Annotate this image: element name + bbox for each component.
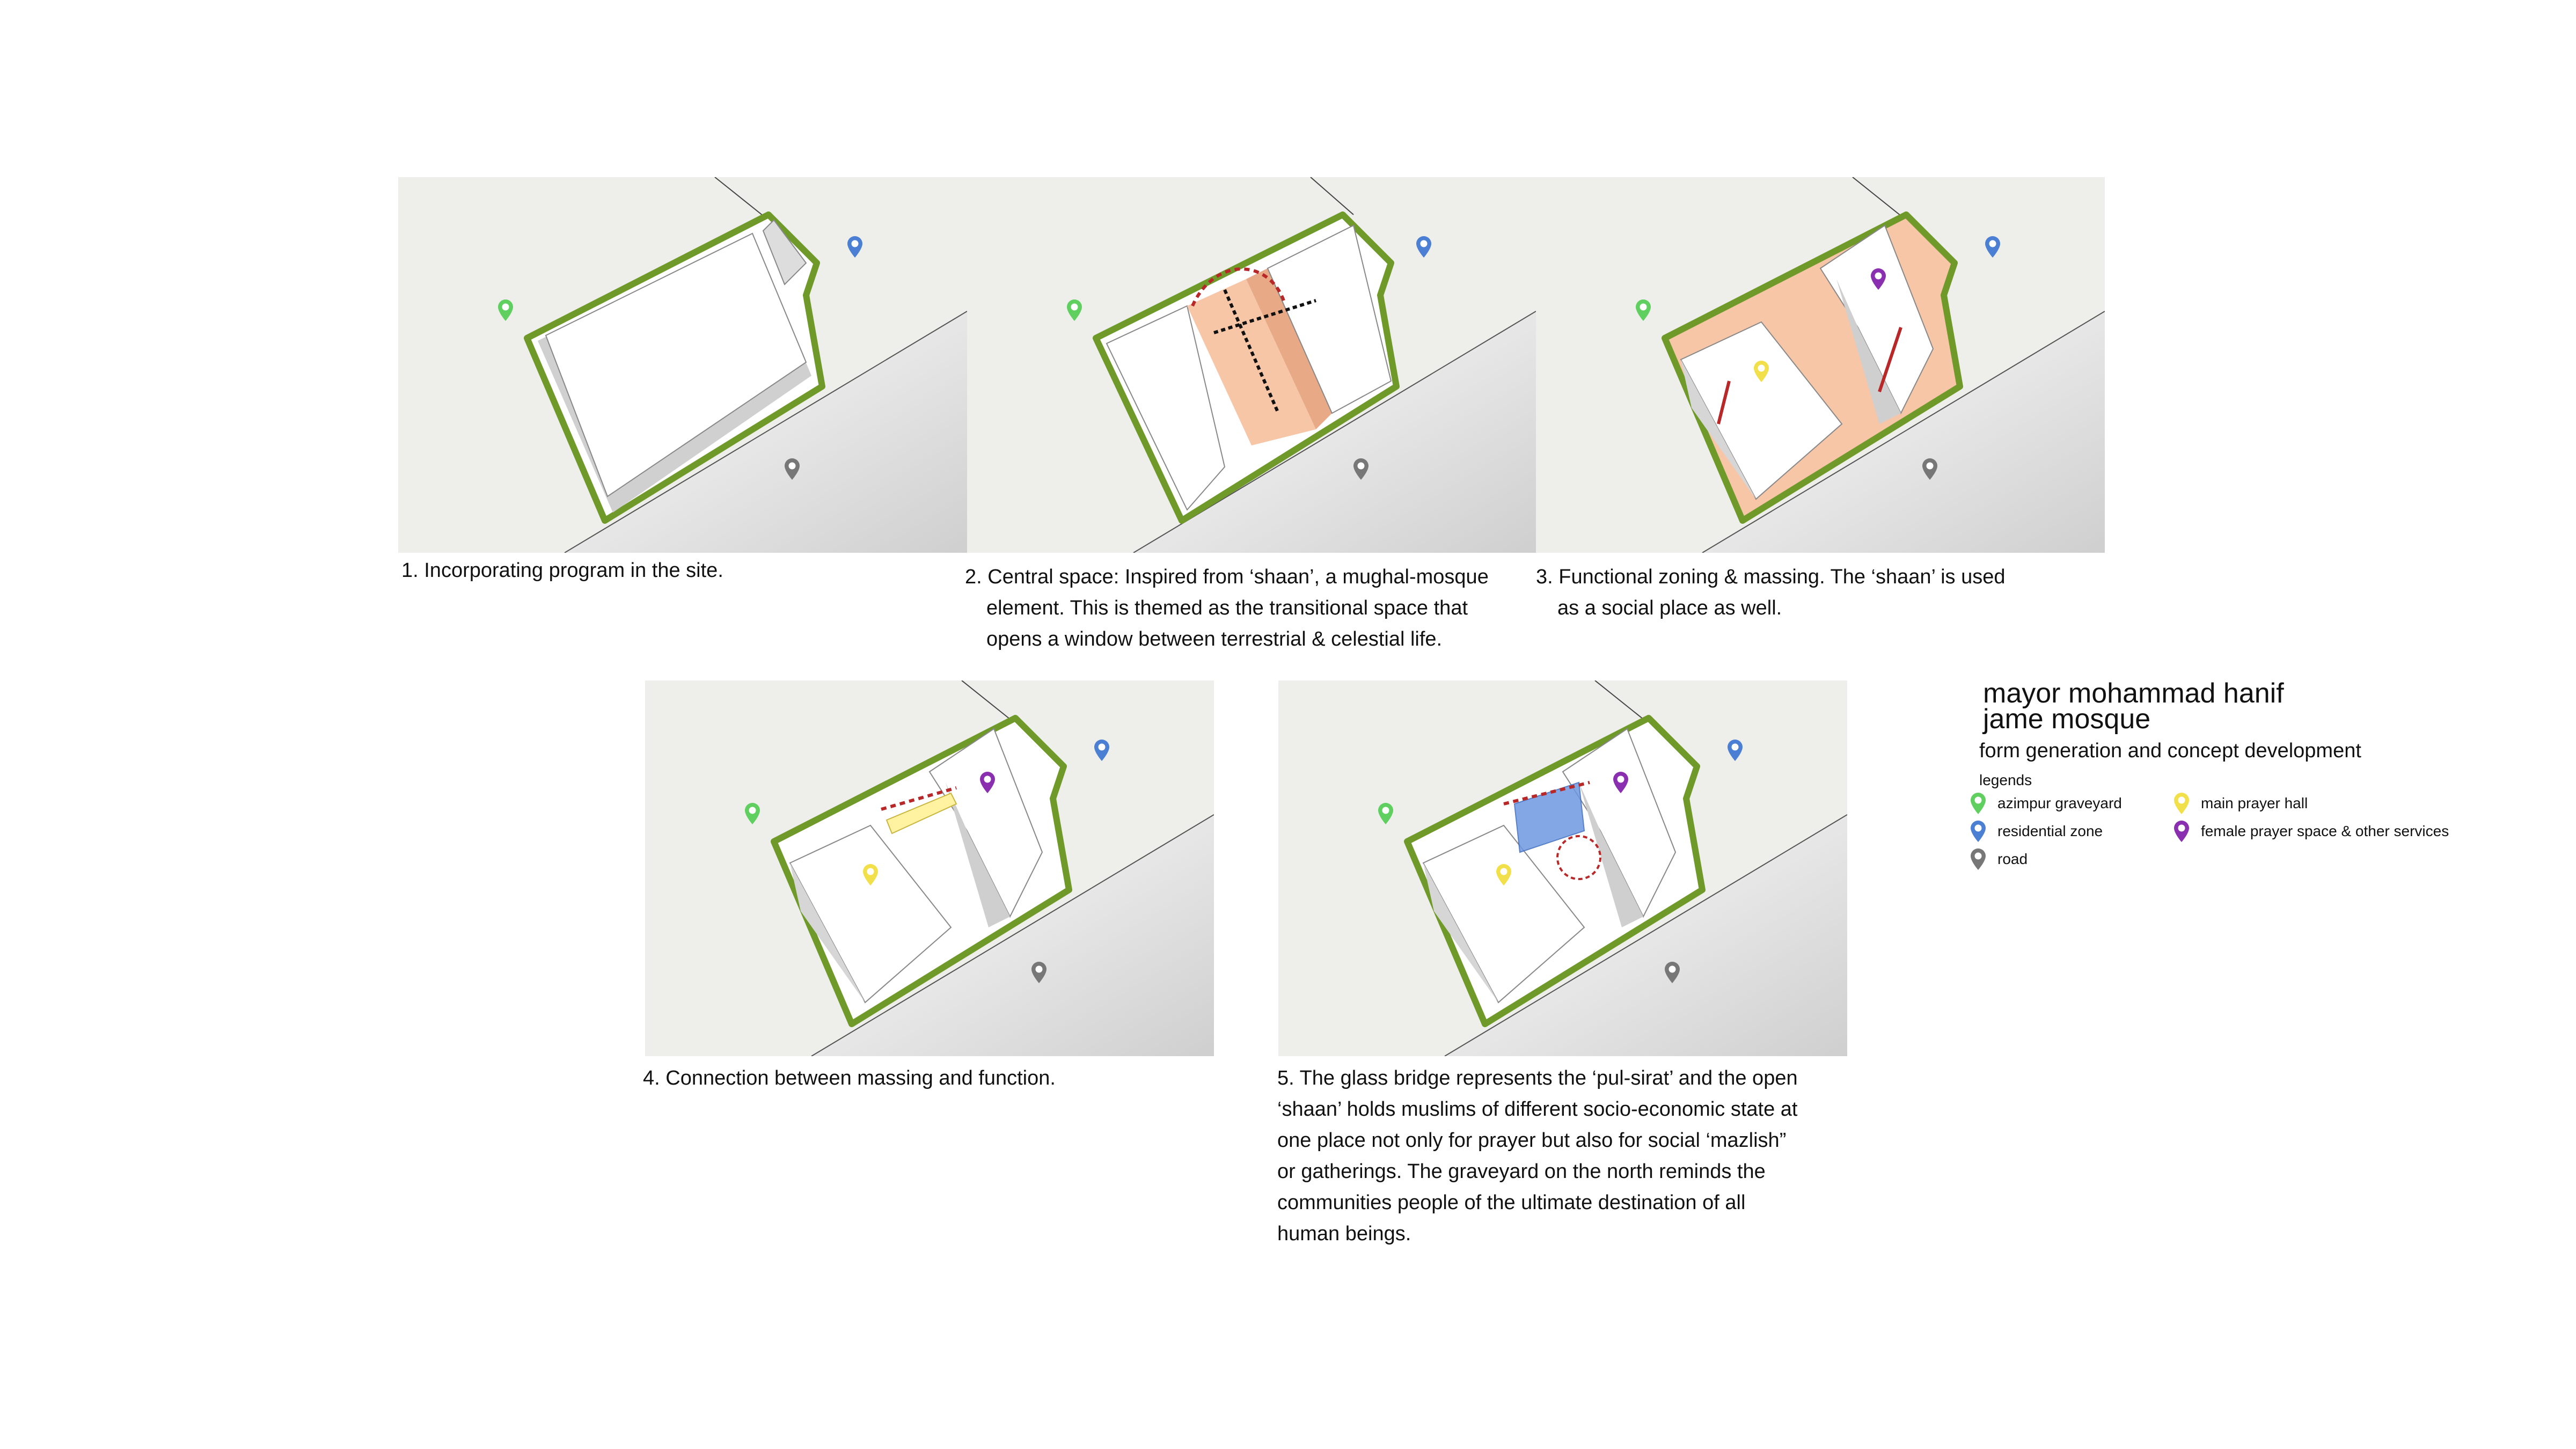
caption-line: element. This is themed as the transitional space that [986,597,1468,619]
caption-line: opens a window between terrestrial & celestial life. [986,628,1443,650]
map-pin-icon [1869,267,1888,291]
legend-item [2172,792,2308,815]
legend-label: azimpur graveyard [1997,795,2122,811]
map-pin-icon [1752,360,1771,383]
legend-heading: legends [1979,772,2032,788]
map-pin-icon [861,863,880,887]
page-title [1983,678,2284,735]
map-pin-icon [1663,961,1682,984]
map-pin-icon [845,235,865,259]
panel-2-caption [965,561,1489,655]
caption-line: 4. Connection between massing and function. [643,1067,1056,1089]
map-pin-icon [1968,847,1988,871]
map-pin-icon [978,771,997,794]
diagram-panel-1 [398,177,967,553]
map-pin-icon [1351,457,1371,481]
legend-item [1968,847,2028,871]
caption-line: 5. The glass bridge represents the ‘pul-sirat’ and the open [1277,1067,1798,1089]
legend-label: road [1997,851,2028,867]
diagram-panel-2 [967,177,1536,553]
legend-label: main prayer hall [2201,795,2308,811]
caption-line: 1. Incorporating program in the site. [401,559,723,582]
map-pin-icon [1494,863,1513,887]
panel-5-caption [1277,1063,1798,1249]
caption-line: ‘shaan’ holds muslims of different socio-economic state at [1277,1098,1798,1121]
map-pin-icon [1376,802,1395,825]
map-pin-icon [1065,298,1084,322]
legend-item [1968,792,2122,815]
title-line-2: jame mosque [1983,704,2151,735]
map-pin-icon [1029,961,1049,984]
caption-line: as a social place as well. [1557,597,1782,619]
panel-1-caption [401,555,723,586]
caption-line: one place not only for prayer but also for social ‘mazlish” [1277,1129,1787,1152]
map-pin-icon [1968,819,1988,843]
map-pin-icon [2172,819,2191,843]
caption-line: 2. Central space: Inspired from ‘shaan’, a mughal-mosque [965,566,1489,588]
caption-line: human beings. [1277,1223,1411,1245]
map-pin-icon [1611,771,1630,794]
map-pin-icon [1634,298,1653,322]
diagram-panel-4 [645,680,1214,1056]
map-pin-icon [1920,457,1940,481]
caption-line: 3. Functional zoning & massing. The ‘shaan’ is used [1536,566,2006,588]
map-pin-icon [496,298,515,322]
map-pin-icon [1968,792,1988,815]
panel-4-caption [643,1063,1056,1094]
map-pin-icon [1414,235,1433,259]
caption-line: communities people of the ultimate destination of all [1277,1191,1746,1214]
map-pin-icon [1983,235,2002,259]
map-pin-icon [782,457,802,481]
legend-label: female prayer space & other services [2201,823,2449,839]
map-pin-icon [1725,738,1745,762]
map-pin-icon [1092,738,1111,762]
diagram-panel-3 [1536,177,2105,553]
legend-label: residential zone [1997,823,2103,839]
legend-item [2172,819,2449,843]
panel-3-caption [1536,561,2006,624]
title-line-1: mayor mohammad hanif [1983,678,2284,709]
map-pin-icon [743,802,762,825]
page-subtitle: form generation and concept development [1979,740,2361,762]
map-pin-icon [2172,792,2191,815]
diagram-panel-5 [1278,680,1847,1056]
legend-item [1968,819,2103,843]
caption-line: or gatherings. The graveyard on the north reminds the [1277,1160,1766,1183]
